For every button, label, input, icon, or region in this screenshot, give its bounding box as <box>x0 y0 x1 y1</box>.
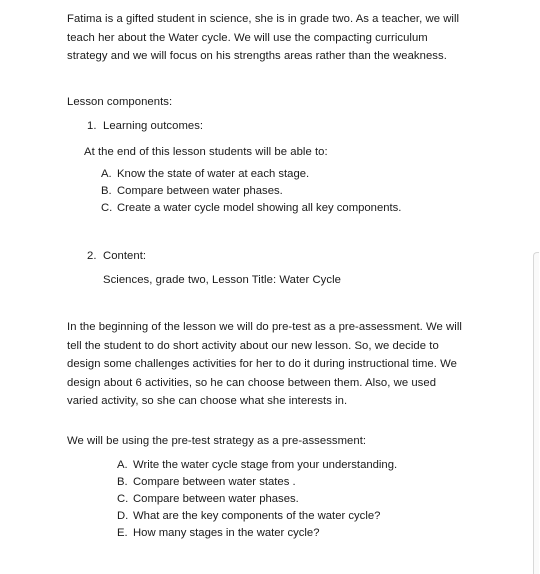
adjacent-page-edge <box>533 252 539 574</box>
content-detail: Sciences, grade two, Lesson Title: Water Cycle <box>103 274 341 286</box>
intro-line: teach her about the Water cycle. We will use the compacting curriculum <box>67 31 428 44</box>
pretest-line: In the beginning of the lesson we will do pre-test as a pre-assessment. We will <box>67 321 462 333</box>
list-marker: D. <box>117 510 129 522</box>
list-item <box>117 525 397 542</box>
pretest-line: design some challenges activities for her to do it during instructional time. We <box>67 358 457 371</box>
intro-line: strategy and we will focus on his strengths areas rather than the weakness. <box>67 50 447 63</box>
list-item <box>117 508 397 525</box>
outcomes-lead: At the end of this lesson students will be able to: <box>84 146 328 158</box>
list-item <box>101 183 401 200</box>
list-item <box>101 200 401 217</box>
section-2-heading <box>87 247 146 266</box>
list-item-text: Compare between water phases. <box>133 493 299 505</box>
pretest-line: tell the student to do short activity about our new lesson. So, we decide to <box>67 339 439 352</box>
pretest-line: varied activity, so she can choose what she interests in. <box>67 395 348 408</box>
pretest-line: design about 6 activities, so he can choose between them. Also, we used <box>67 376 437 389</box>
list-marker: A. <box>117 459 128 471</box>
list-marker: A. <box>101 168 112 180</box>
pretest-questions-list <box>117 457 397 542</box>
list-marker: B. <box>117 476 128 488</box>
list-item <box>117 491 397 508</box>
list-marker: B. <box>101 185 112 197</box>
section-1-number: 1. <box>87 120 97 132</box>
list-item-text: Compare between water states . <box>133 476 296 488</box>
section-1-heading <box>87 117 203 136</box>
list-item-text: Know the state of water at each stage. <box>117 168 310 180</box>
strategy-lead: We will be using the pre-test strategy as a pre-assessment: <box>67 435 367 447</box>
learning-outcomes-list <box>101 166 401 217</box>
section-2-title: Content: <box>103 250 147 262</box>
list-marker: E. <box>117 527 128 539</box>
section-2-number: 2. <box>87 250 97 262</box>
list-item <box>117 474 397 491</box>
list-item-text: How many stages in the water cycle? <box>133 527 320 539</box>
list-item-text: Create a water cycle model showing all key components. <box>117 202 402 214</box>
list-marker: C. <box>101 202 113 214</box>
list-item-text: What are the key components of the water cycle? <box>133 510 381 522</box>
list-marker: C. <box>117 493 129 505</box>
list-item-text: Compare between water phases. <box>117 185 283 197</box>
lesson-components-heading: Lesson components: <box>67 96 173 108</box>
list-item <box>101 166 401 183</box>
intro-paragraph <box>67 10 459 66</box>
pretest-paragraph <box>67 318 462 411</box>
list-item-text: Write the water cycle stage from your understanding. <box>133 459 398 471</box>
list-item <box>117 457 397 474</box>
intro-line: Fatima is a gifted student in science, she is in grade two. As a teacher, we will <box>67 13 460 25</box>
section-1-title: Learning outcomes: <box>103 120 204 132</box>
